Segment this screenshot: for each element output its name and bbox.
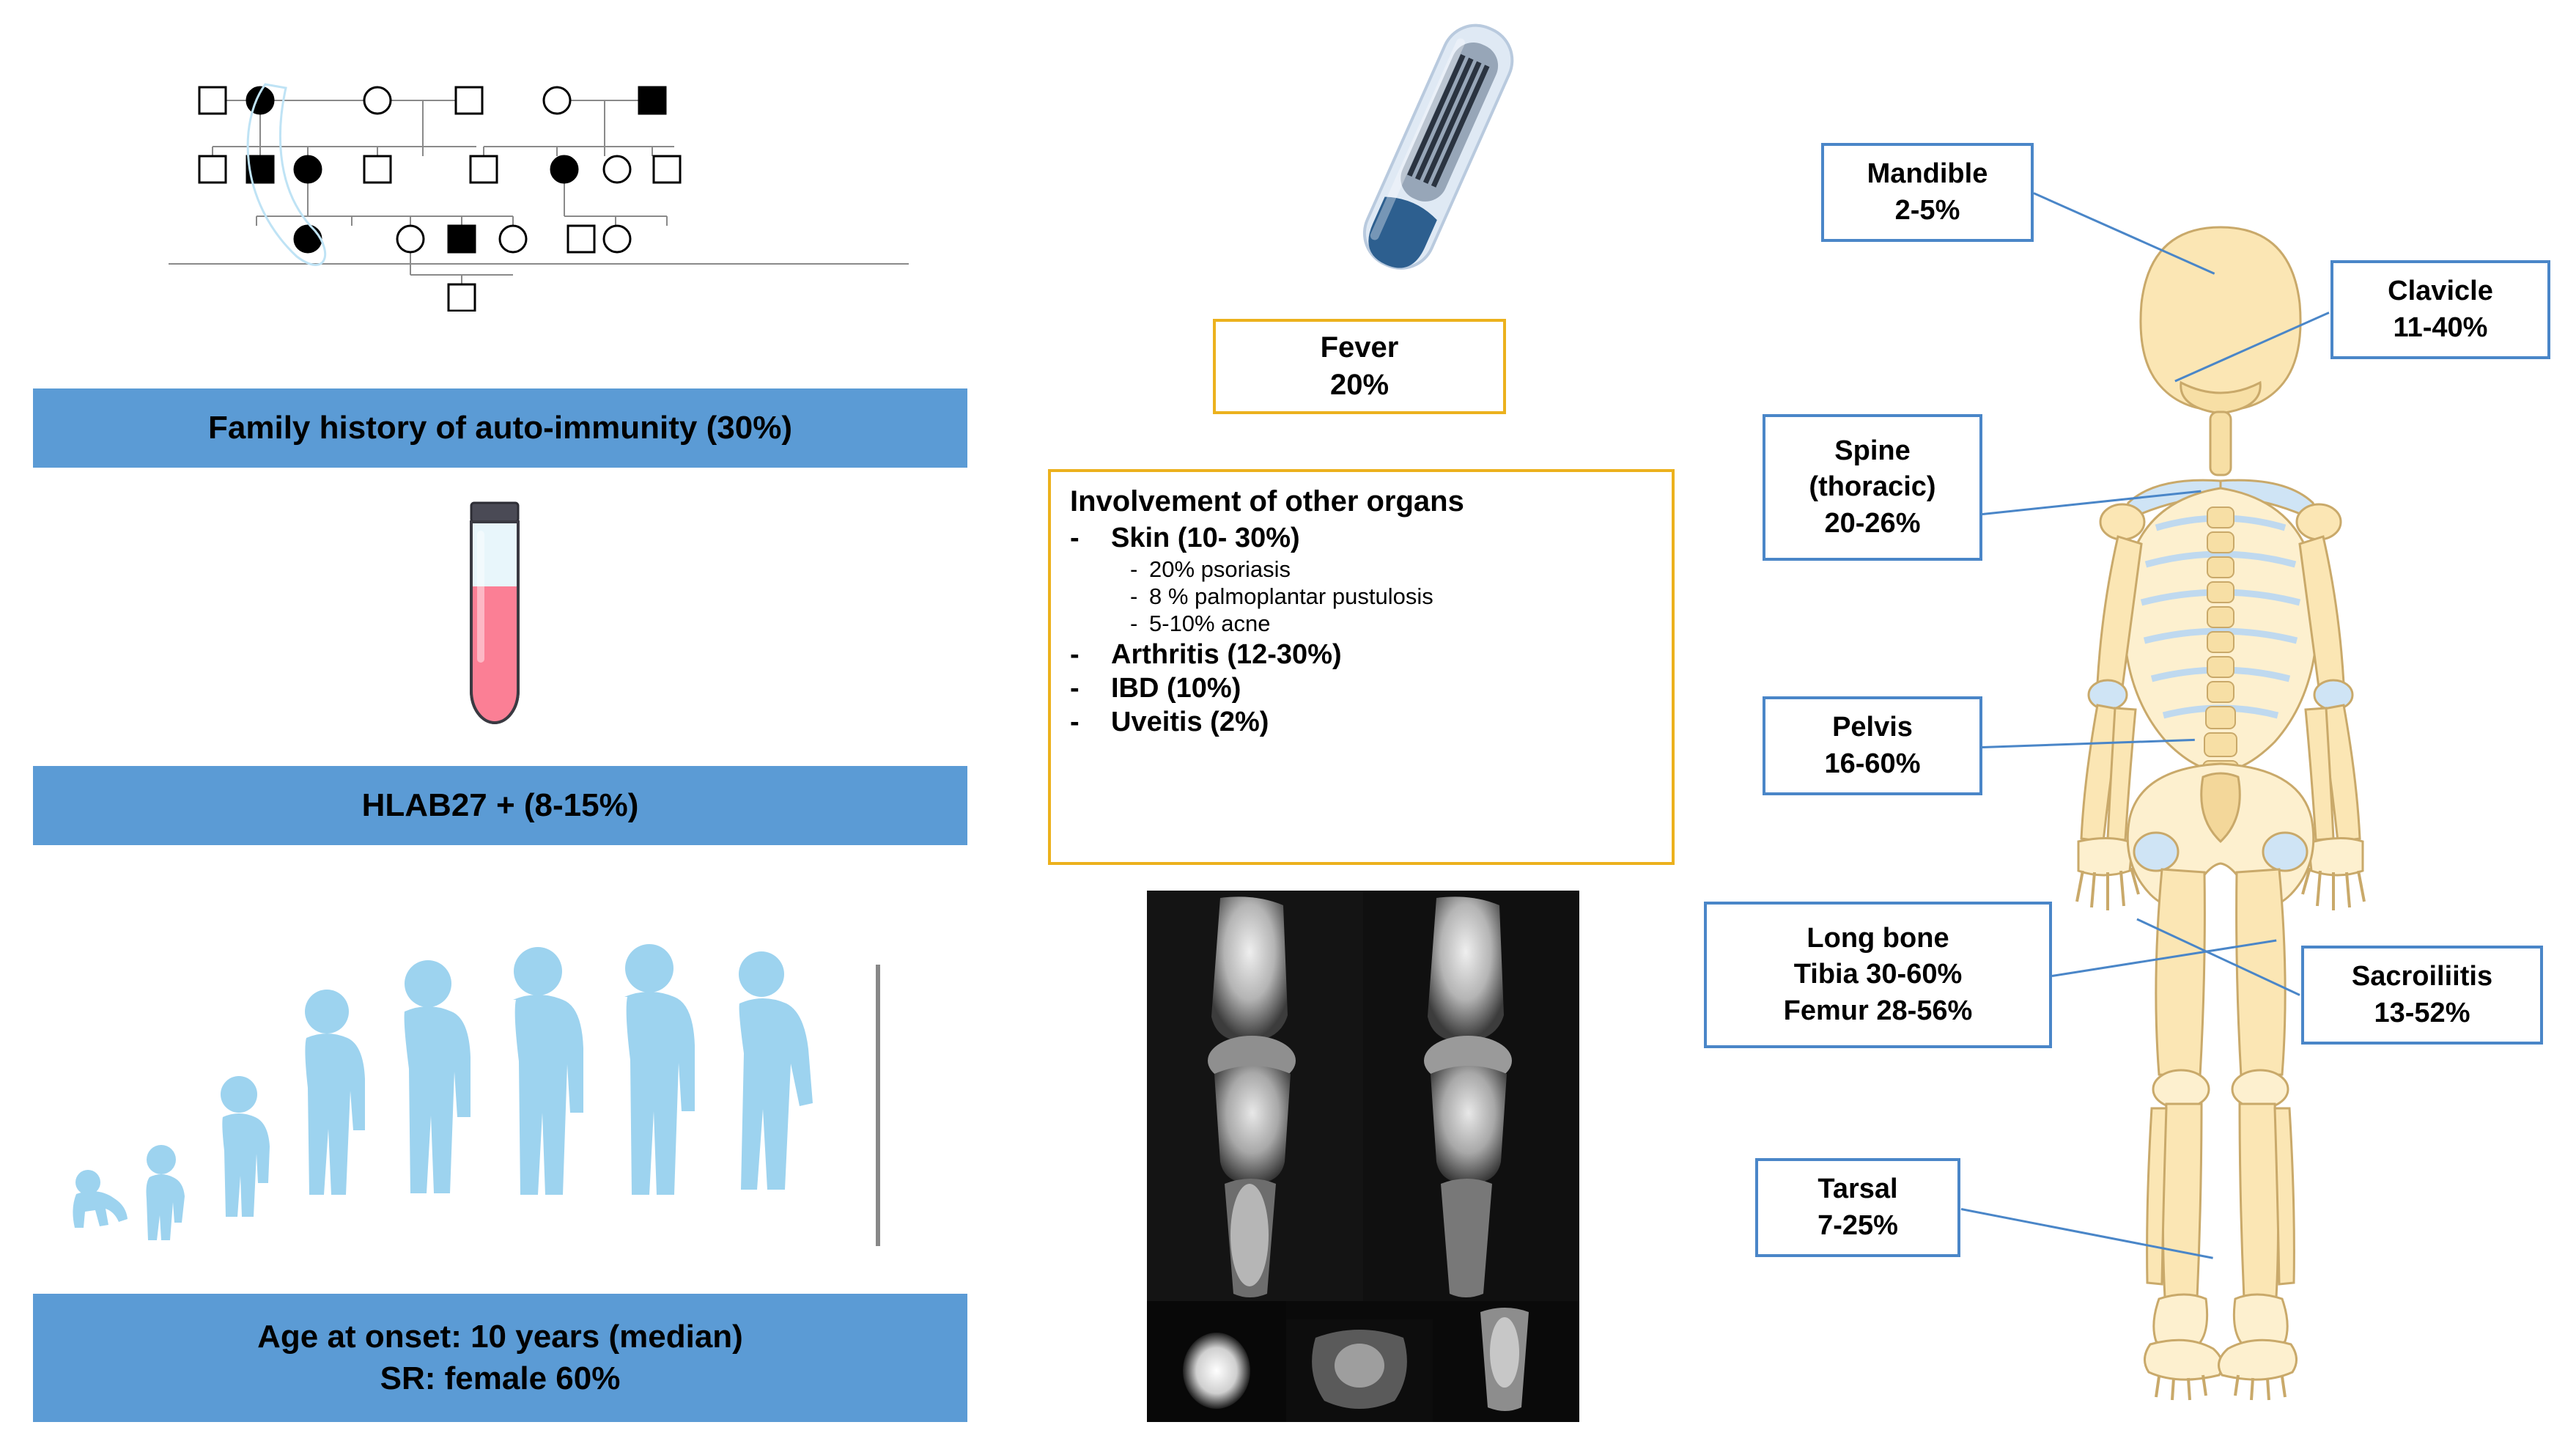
pedigree-chart-icon — [169, 70, 909, 312]
age-at-onset-bar — [33, 1294, 967, 1422]
thermometer-icon — [1312, 7, 1554, 301]
sub-dash: - — [1130, 611, 1138, 636]
callout-pelvis — [1763, 696, 1982, 795]
fever-value: 20% — [1329, 369, 1390, 401]
callout-sacroiliitis-line1: Sacroiliitis — [2351, 961, 2493, 992]
callout-mandible-line2: 2-5% — [1894, 194, 1960, 226]
callout-long-bone — [1704, 902, 2052, 1048]
callout-mandible-line1: Mandible — [1867, 158, 1988, 190]
age-at-onset-line2: SR: female 60% — [380, 1360, 621, 1396]
callout-mandible — [1821, 143, 2034, 242]
callout-clavicle-line2: 11-40% — [2393, 312, 2488, 343]
human-skeleton-anterior-icon — [1942, 220, 2499, 1429]
callout-sacroiliitis-line2: 13-52% — [2374, 997, 2470, 1028]
organ-subitem-psoriasis — [1130, 556, 1653, 583]
organs-title: Involvement of other organs — [1070, 485, 1464, 517]
organ-dash: - — [1070, 707, 1080, 737]
organ-item-skin — [1070, 523, 1653, 554]
organ-item-ibd — [1070, 673, 1653, 704]
callout-clavicle — [2330, 260, 2550, 359]
organ-subitem-label: 5-10% acne — [1149, 611, 1271, 636]
fever-label: Fever — [1320, 331, 1399, 364]
age-at-onset-line1: Age at onset: 10 years (median) — [257, 1319, 743, 1355]
callout-spine-line2: (thoracic) — [1809, 471, 1936, 503]
organ-dash: - — [1070, 523, 1080, 553]
callout-long-bone-line1: Long bone — [1806, 922, 1949, 954]
sub-dash: - — [1130, 556, 1138, 582]
organ-label: IBD (10%) — [1111, 673, 1241, 704]
callout-pelvis-line1: Pelvis — [1832, 712, 1913, 743]
organ-dash: - — [1070, 639, 1080, 670]
family-history-bar — [33, 388, 967, 468]
callout-long-bone-line3: Femur 28-56% — [1783, 995, 1973, 1026]
organ-item-uveitis — [1070, 707, 1653, 738]
hlab27-label: HLAB27 + (8-15%) — [361, 787, 639, 823]
callout-spine — [1763, 414, 1982, 561]
other-organ-involvement-box — [1048, 469, 1675, 865]
organ-subitem-pustulosis — [1130, 583, 1653, 610]
callout-spine-line3: 20-26% — [1824, 507, 1921, 539]
callout-sacroiliitis — [2301, 946, 2543, 1045]
family-history-label: Family history of auto-immunity (30%) — [208, 409, 792, 446]
sub-dash: - — [1130, 583, 1138, 609]
organ-dash: - — [1070, 673, 1080, 704]
mri-coronal-lower-limb-images — [1147, 891, 1579, 1422]
fever-box — [1213, 319, 1506, 414]
organ-subitem-label: 20% psoriasis — [1149, 556, 1291, 582]
callout-clavicle-line1: Clavicle — [2388, 276, 2493, 307]
organ-item-arthritis — [1070, 639, 1653, 671]
human-ages-silhouettes-icon — [59, 880, 945, 1261]
organ-label: Skin (10- 30%) — [1111, 523, 1300, 553]
blood-collection-tube-icon — [429, 498, 561, 733]
left-column — [0, 0, 982, 1455]
organ-subitem-acne — [1130, 611, 1653, 637]
hlab27-bar — [33, 766, 967, 845]
callout-tarsal-line2: 7-25% — [1817, 1209, 1898, 1241]
callout-tarsal — [1755, 1158, 1960, 1257]
callout-pelvis-line2: 16-60% — [1824, 748, 1921, 779]
callout-spine-line1: Spine — [1834, 435, 1911, 466]
organ-subitem-label: 8 % palmoplantar pustulosis — [1149, 583, 1433, 609]
organ-label: Uveitis (2%) — [1111, 707, 1269, 737]
callout-tarsal-line1: Tarsal — [1817, 1174, 1898, 1205]
callout-long-bone-line2: Tibia 30-60% — [1793, 959, 1963, 990]
organ-label: Arthritis (12-30%) — [1111, 639, 1342, 670]
